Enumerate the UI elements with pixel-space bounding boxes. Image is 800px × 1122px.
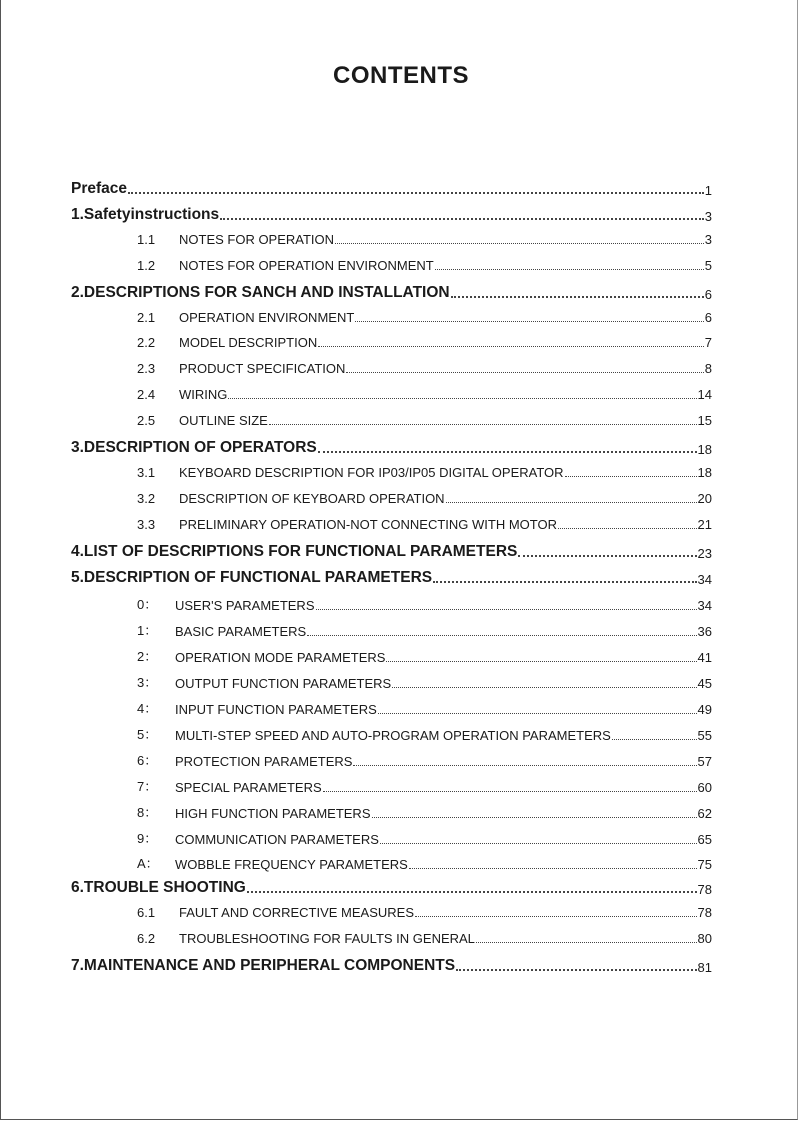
toc-page-number: 23: [697, 545, 712, 561]
toc-section-entry: [137, 646, 712, 665]
toc-page-number: 15: [697, 413, 712, 429]
toc-chapter-entry: [71, 543, 712, 561]
toc-section-number: 2.1: [137, 309, 156, 325]
toc-page-number: 41: [697, 650, 712, 666]
toc-page-number: 8: [704, 361, 712, 377]
toc-entry-label: 1.Safetyinstructions: [71, 205, 220, 223]
toc-entry-label: COMMUNICATION PARAMETERS: [175, 831, 379, 847]
toc-entry-label: USER'S PARAMETERS: [175, 598, 315, 614]
toc-page-number: 34: [697, 598, 712, 614]
toc-section-number: 6：: [137, 752, 158, 768]
toc-page-number: 49: [697, 702, 712, 717]
toc-page-number: 36: [697, 624, 712, 640]
toc-section-entry: [137, 776, 712, 795]
toc-page-number: 14: [697, 387, 712, 403]
toc-page-number: 18: [697, 442, 712, 457]
toc-entry-label: 6.TROUBLE SHOOTING: [71, 879, 246, 897]
toc-section-entry: [137, 232, 712, 247]
toc-entry-label: OUTLINE SIZE: [179, 413, 268, 429]
dot-leader: [456, 969, 696, 971]
toc-page-number: 3: [704, 208, 712, 224]
toc-section-entry: [137, 724, 712, 743]
toc-entry-label: KEYBOARD DESCRIPTION FOR IP03/IP05 DIGITAL OPERATOR: [179, 464, 564, 480]
dot-leader: [433, 581, 696, 583]
dot-leader: [318, 451, 697, 453]
toc-section-number: 0：: [137, 597, 158, 613]
toc-entry-label: 7.MAINTENANCE AND PERIPHERAL COMPONENTS: [71, 957, 456, 974]
toc-entry-label: 2.DESCRIPTIONS FOR SANCH AND INSTALLATION: [71, 283, 450, 301]
toc-entry-label: MODEL DESCRIPTION: [179, 335, 318, 351]
toc-page-number: 55: [697, 727, 712, 743]
toc-section-number: A：: [137, 856, 159, 872]
dot-leader: [228, 398, 696, 399]
toc-entry-label: TROUBLESHOOTING FOR FAULTS IN GENERAL: [179, 931, 475, 947]
toc-entry-label: DESCRIPTION OF KEYBOARD OPERATION: [179, 490, 445, 506]
toc-section-entry: [137, 594, 712, 613]
dot-leader: [353, 765, 696, 766]
toc-entry-label: 3.DESCRIPTION OF OPERATORS: [71, 439, 317, 456]
toc-page-number: 80: [697, 931, 712, 947]
toc-section-number: 1.2: [137, 257, 156, 273]
toc-page-number: 5: [704, 257, 712, 273]
toc-section-entry: [137, 413, 712, 428]
toc-entry-label: SPECIAL PARAMETERS: [175, 779, 322, 795]
toc-section-entry: [137, 698, 712, 717]
toc-section-entry: [137, 931, 712, 946]
toc-page-number: 65: [697, 831, 712, 847]
toc-section-number: 2.5: [137, 413, 156, 429]
toc-section-entry: [137, 310, 712, 325]
toc-section-entry: [137, 750, 712, 769]
toc-entry-label: OUTPUT FUNCTION PARAMETERS: [175, 676, 392, 692]
toc-entry-label: WOBBLE FREQUENCY PARAMETERS: [175, 857, 408, 873]
toc-section-entry: [137, 620, 712, 639]
toc-entry-label: BASIC PARAMETERS: [175, 624, 307, 640]
toc-section-entry: [137, 828, 712, 847]
toc-chapter-entry: [71, 206, 712, 224]
toc-entry-label: FAULT AND CORRECTIVE MEASURES: [179, 905, 415, 921]
toc-section-entry: [137, 258, 712, 273]
toc-entry-label: NOTES FOR OPERATION ENVIRONMENT: [179, 257, 434, 273]
dot-leader: [323, 791, 697, 792]
toc-section-number: 7：: [137, 778, 158, 794]
toc-chapter-entry: [71, 284, 712, 302]
toc-page-number: 75: [697, 857, 712, 873]
toc-section-number: 4：: [137, 701, 158, 716]
dot-leader: [612, 739, 697, 740]
toc-section-entry: [137, 387, 712, 402]
dot-leader: [565, 476, 697, 477]
toc-page-number: 60: [697, 779, 712, 795]
toc-section-entry: [137, 672, 712, 691]
dot-leader: [409, 868, 697, 869]
toc-section-number: 3：: [137, 675, 158, 691]
toc-page-number: 6: [704, 309, 712, 325]
toc-chapter-entry: [71, 180, 712, 198]
toc-entry-label: MULTI-STEP SPEED AND AUTO-PROGRAM OPERATION PARAMETERS: [175, 727, 611, 743]
toc-section-number: 1.1: [137, 231, 156, 247]
toc-page-number: 78: [697, 905, 712, 921]
dot-leader: [128, 192, 704, 194]
toc-section-number: 2.4: [137, 387, 156, 403]
toc-section-number: 3.3: [137, 516, 156, 532]
toc-chapter-entry: [71, 879, 712, 897]
page-title: CONTENTS: [333, 62, 469, 89]
dot-leader: [518, 555, 696, 557]
dot-leader: [380, 843, 697, 844]
toc-page-number: 18: [697, 464, 712, 480]
dot-leader: [220, 218, 704, 220]
toc-page-number: 57: [697, 753, 712, 769]
toc-section-entry: [137, 853, 712, 872]
dot-leader: [269, 424, 697, 425]
toc-page-number: 6: [704, 286, 712, 302]
toc-entry-label: 5.DESCRIPTION OF FUNCTIONAL PARAMETERS: [71, 568, 433, 586]
toc-section-number: 2：: [137, 649, 158, 665]
toc-section-entry: [137, 335, 712, 350]
toc-section-number: 2.3: [137, 361, 156, 377]
toc-entry-label: INPUT FUNCTION PARAMETERS: [175, 702, 377, 717]
toc-section-number: 3.1: [137, 464, 156, 480]
toc-page-number: 21: [697, 516, 712, 532]
toc-chapter-entry: [71, 439, 712, 457]
dot-leader: [346, 372, 703, 373]
toc-chapter-entry: [71, 569, 712, 587]
toc-page-number: 3: [704, 231, 712, 247]
toc-entry-label: PRELIMINARY OPERATION-NOT CONNECTING WITH MOTOR: [179, 516, 557, 532]
toc-page-number: 7: [704, 335, 712, 351]
dot-leader: [435, 269, 704, 270]
toc-section-number: 5：: [137, 726, 158, 742]
toc-section-number: 6.1: [137, 905, 156, 921]
toc-page-number: 1: [704, 183, 712, 198]
toc-page-number: 20: [697, 490, 712, 506]
dot-leader: [335, 243, 704, 244]
dot-leader: [318, 346, 704, 347]
toc-entry-label: NOTES FOR OPERATION: [179, 231, 335, 247]
toc-section-number: 6.2: [137, 931, 156, 947]
toc-section-entry: [137, 905, 712, 920]
toc-section-number: 9：: [137, 830, 158, 846]
toc-section-entry: [137, 465, 712, 480]
toc-entry-label: PROTECTION PARAMETERS: [175, 753, 353, 769]
dot-leader: [558, 528, 697, 529]
toc-page-number: 81: [697, 960, 712, 975]
dot-leader: [307, 635, 696, 636]
dot-leader: [476, 942, 697, 943]
toc-page-number: 78: [697, 882, 712, 898]
toc-section-entry: [137, 517, 712, 532]
toc-section-entry: [137, 491, 712, 506]
dot-leader: [247, 891, 697, 893]
toc-entry-label: PRODUCT SPECIFICATION: [179, 361, 346, 377]
toc-page-number: 62: [697, 805, 712, 821]
dot-leader: [415, 916, 697, 917]
toc-section-number: 2.2: [137, 335, 156, 351]
toc-chapter-entry: [71, 957, 712, 975]
dot-leader: [372, 817, 697, 818]
toc-entry-label: WIRING: [179, 387, 228, 403]
toc-section-number: 8：: [137, 804, 158, 820]
toc-entry-label: 4.LIST OF DESCRIPTIONS FOR FUNCTIONAL PARAMETERS: [71, 542, 518, 560]
dot-leader: [392, 687, 696, 688]
dot-leader: [451, 296, 704, 298]
toc-page-number: 34: [697, 571, 712, 587]
toc-entry-label: HIGH FUNCTION PARAMETERS: [175, 805, 371, 821]
toc-page-number: 45: [697, 676, 712, 692]
toc-entry-label: OPERATION ENVIRONMENT: [179, 309, 355, 325]
toc-section-entry: [137, 802, 712, 821]
toc-section-entry: [137, 361, 712, 376]
dot-leader: [446, 502, 697, 503]
dot-leader: [386, 661, 696, 662]
toc-section-number: 3.2: [137, 490, 156, 506]
dot-leader: [355, 321, 703, 322]
toc-section-number: 1：: [137, 623, 158, 639]
dot-leader: [378, 713, 697, 714]
dot-leader: [316, 609, 697, 610]
toc-entry-label: OPERATION MODE PARAMETERS: [175, 650, 386, 666]
toc-entry-label: Preface: [71, 180, 128, 197]
